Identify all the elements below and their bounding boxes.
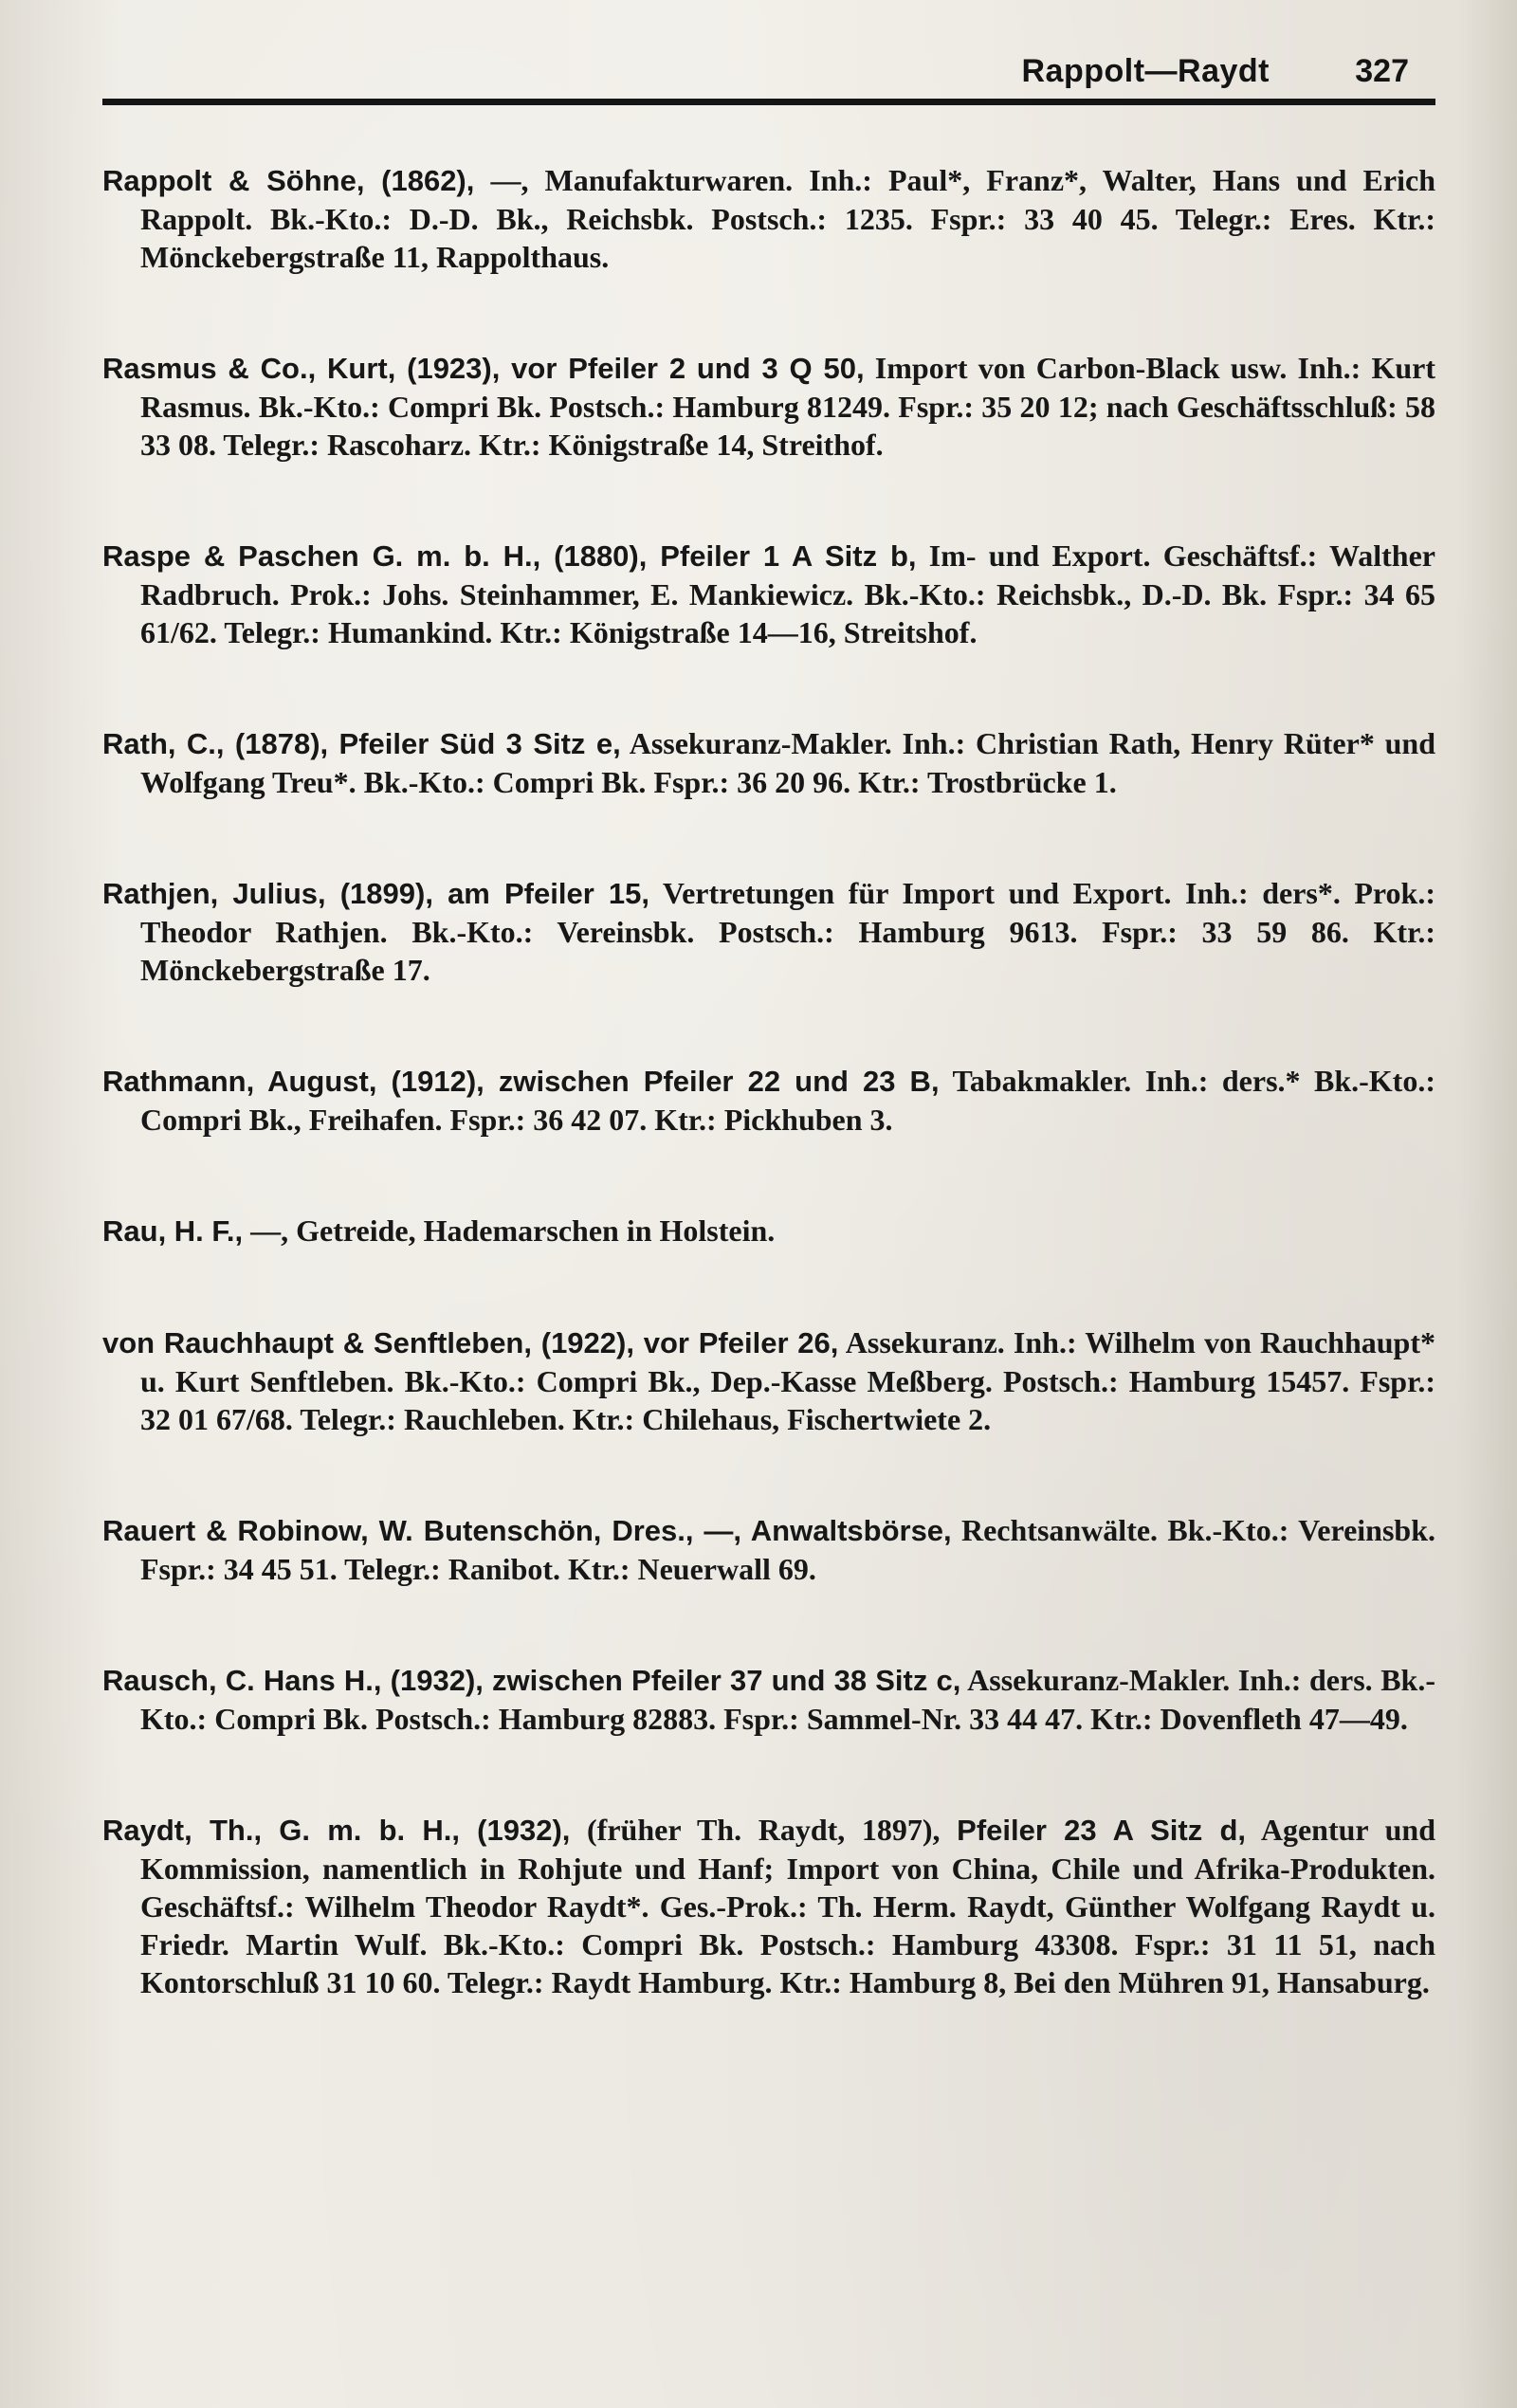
entry-name: Raydt, Th., G. m. b. H., (1932), xyxy=(102,1814,571,1847)
entry-name: Rauert & Robinow, W. Butenschön, Dres., —, Anwaltsbörse, xyxy=(102,1514,952,1547)
entry-text: Assekuranz-Makler. Inh.: ders. Bk.-Kto.: Compri Bk. Postsch.: Hamburg 82883. Fspr.: Sammel-Nr. 33 44 47. Ktr.: Dovenfleth 47—49. xyxy=(140,1663,1436,1736)
entry-name: Rathjen, Julius, (1899), am Pfeiler 15, xyxy=(102,877,649,910)
entry-text: (früher Th. Raydt, 1897), xyxy=(570,1813,958,1847)
entry-rauert-robinow xyxy=(102,1511,1435,1588)
entry-text: Assekuranz-Makler. Inh.: Christian Rath, Henry Rüter* und Wolfgang Treu*. Bk.-Kto.: Compri Bk. Fspr.: 36 20 96. Ktr.: Trostbrücke 1. xyxy=(140,726,1435,799)
entry-raspe-paschen xyxy=(102,537,1435,651)
entry-list xyxy=(102,161,1435,2074)
entry-name: Raspe & Paschen G. m. b. H., (1880), Pfeiler 1 A Sitz b, xyxy=(102,539,917,573)
entry-rappolt xyxy=(102,161,1435,276)
page-number: 327 xyxy=(1355,53,1409,89)
entry-rasmus xyxy=(102,349,1435,464)
entry-name: von Rauchhaupt & Senftleben, (1922), vor Pfeiler 26, xyxy=(102,1326,839,1359)
entry-rau xyxy=(102,1212,1435,1250)
entry-name: Rausch, C. Hans H., (1932), zwischen Pfeiler 37 und 38 Sitz c, xyxy=(102,1664,961,1697)
entry-rausch xyxy=(102,1661,1435,1738)
entry-name: Rau, H. F., xyxy=(102,1214,244,1248)
entry-text: —, Getreide, Hademarschen in Holstein. xyxy=(243,1213,776,1248)
running-header xyxy=(102,53,1435,99)
header-title: Rappolt—Raydt xyxy=(1021,53,1270,89)
entry-rathmann xyxy=(102,1062,1435,1139)
entry-text: Im- und Export. Geschäftsf.: Walther Radbruch. Prok.: Johs. Steinhammer, E. Mankiewicz. Bk.-Kto.: Reichsbk., D.-D. Bk. Fspr.: 34 65 61/62. Telegr.: Humankind. Ktr.: Königstraße 14—16, Streitshof. xyxy=(140,538,1436,649)
entry-rathjen xyxy=(102,874,1435,989)
header-rule xyxy=(102,99,1435,105)
entry-text: Tabakmakler. Inh.: ders.* Bk.-Kto.: Compri Bk., Freihafen. Fspr.: 36 42 07. Ktr.: Pickhuben 3. xyxy=(140,1064,1435,1137)
entry-text-continued: Agentur und Kommission, namentlich in Rohjute und Hanf; Import von China, Chile und Afrika-Produkten. Geschäftsf.: Wilhelm Theodor Raydt*. Ges.-Prok.: Th. Herm. Raydt, Günther Wolfgang Raydt u. Friedr. Martin Wulf. Bk.-Kto.: Compri Bk. Postsch.: Hamburg 43308. Fspr.: 31 11 51, nach Kontorschluß 31 10 60. Telegr.: Raydt Hamburg. Ktr.: Hamburg 8, Bei den Mühren 91, Hansaburg. xyxy=(140,1813,1436,1999)
entry-name: Rathmann, August, (1912), zwischen Pfeiler 22 und 23 B, xyxy=(102,1065,940,1098)
entry-name: Rappolt & Söhne, (1862), xyxy=(102,164,475,197)
entry-text: Import von Carbon-Black usw. Inh.: Kurt Rasmus. Bk.-Kto.: Compri Bk. Postsch.: Hamburg 81249. Fspr.: 35 20 12; nach Geschäftsschluß: 58 33 08. Telegr.: Rascoharz. Ktr.: Königstraße 14, Streithof. xyxy=(140,351,1435,462)
entry-text: Rechtsanwälte. Bk.-Kto.: Vereinsbk. Fspr.: 34 45 51. Telegr.: Ranibot. Ktr.: Neuerwall 69. xyxy=(140,1513,1435,1586)
entry-raydt xyxy=(102,1811,1435,2001)
entry-von-rauchhaupt xyxy=(102,1323,1435,1438)
entry-text: Vertretungen für Import und Export. Inh.: ders*. Prok.: Theodor Rathjen. Bk.-Kto.: Vereinsbk. Postsch.: Hamburg 9613. Fspr.: 33 59 86. Ktr.: Mönckebergstraße 17. xyxy=(140,876,1436,987)
entry-name: Rasmus & Co., Kurt, (1923), vor Pfeiler 2 und 3 Q 50, xyxy=(102,352,865,385)
entry-rath xyxy=(102,724,1435,801)
entry-text: Assekuranz. Inh.: Wilhelm von Rauchhaupt* u. Kurt Senftleben. Bk.-Kto.: Compri Bk., Dep.-Kasse Meßberg. Postsch.: Hamburg 15457. Fspr.: 32 01 67/68. Telegr.: Rauchleben. Ktr.: Chilehaus, Fischertwiete 2. xyxy=(140,1325,1436,1436)
entry-text: —, Manufakturwaren. Inh.: Paul*, Franz*, Walter, Hans und Erich Rappolt. Bk.-Kto.: D.-D. Bk., Reichsbk. Postsch.: 1235. Fspr.: 33 40 45. Telegr.: Eres. Ktr.: Mönckebergstraße 11, Rappolthaus. xyxy=(140,163,1435,274)
entry-name: Rath, C., (1878), Pfeiler Süd 3 Sitz e, xyxy=(102,727,621,760)
entry-location: Pfeiler 23 A Sitz d, xyxy=(957,1814,1246,1847)
